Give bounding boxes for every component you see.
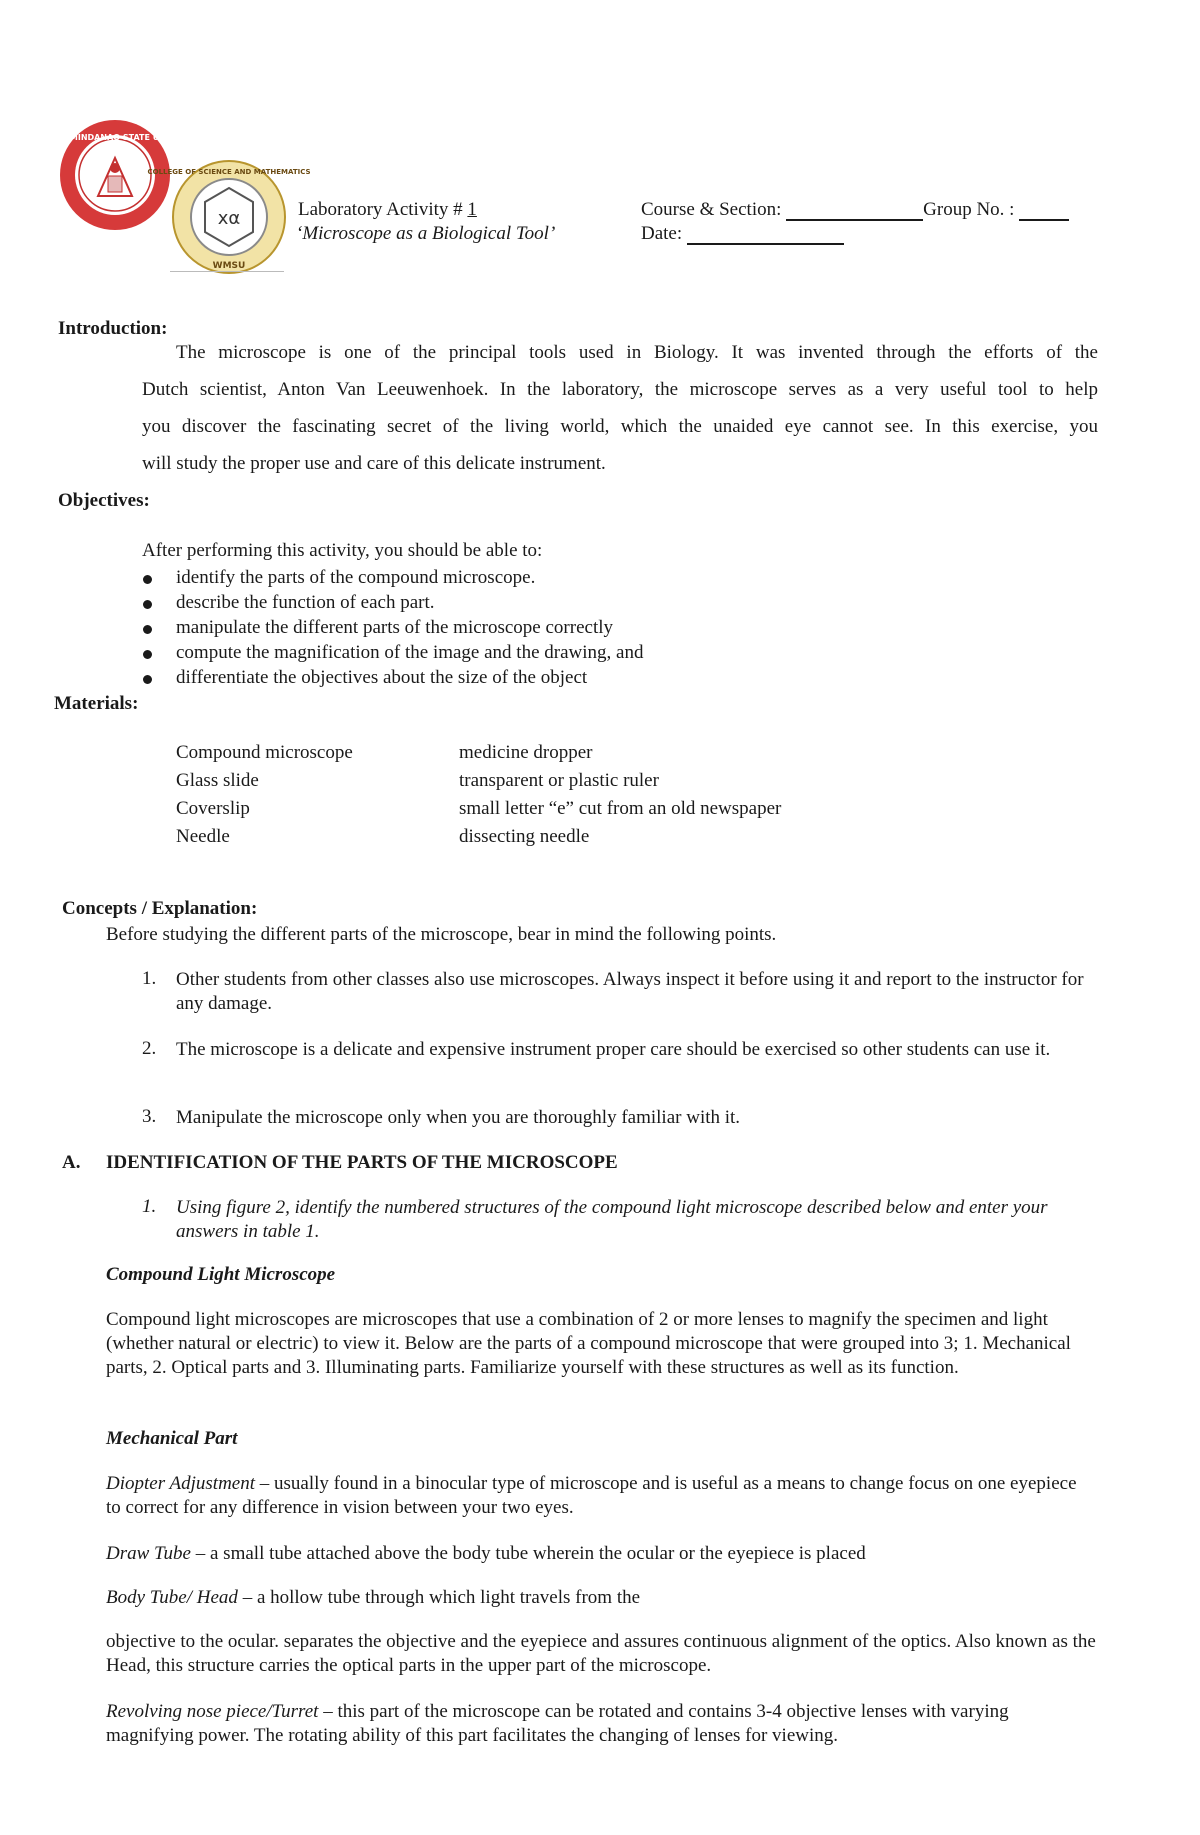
part-revolving-nosepiece — [106, 1700, 1096, 1748]
bullet-icon — [143, 675, 152, 684]
date-line — [641, 223, 844, 245]
part-term: Body Tube/ Head — [106, 1587, 238, 1608]
part-desc: – usually found in a binocular type of microscope and is useful as a means to change focus on one eyepiece to correct for any difference in vision between your two eyes. — [106, 1473, 1077, 1518]
college-seal — [147, 158, 311, 276]
concepts-lead: Before studying the different parts of the microscope, bear in mind the following points. — [106, 924, 777, 945]
bullet-icon — [143, 650, 152, 659]
instruction-num: 1. — [142, 1196, 157, 1217]
activity-label: Laboratory Activity # — [298, 199, 468, 220]
activity-number: 1 — [467, 199, 477, 220]
part-diopter — [106, 1472, 1096, 1520]
course-label: Course & Section: — [641, 199, 787, 220]
objectives-heading: Objectives: — [58, 490, 150, 511]
material-left: Needle — [176, 826, 230, 847]
activity-title: ‘Microscope as a Biological Tool’ — [296, 223, 556, 244]
compound-subheading: Compound Light Microscope — [106, 1264, 336, 1285]
material-right: medicine dropper — [459, 742, 593, 763]
course-field[interactable] — [786, 201, 923, 221]
bullet-icon — [143, 575, 152, 584]
date-field[interactable] — [687, 225, 844, 245]
material-left: Coverslip — [176, 798, 250, 819]
concept-num: 3. — [142, 1106, 157, 1127]
group-label: Group No. : — [923, 199, 1020, 220]
university-seal-label: WESTERN MINDANAO STATE UNIVERSITY — [23, 133, 207, 142]
concept-text: Other students from other classes also use microscopes. Always inspect it before using it and report to the instructor for any damage. — [176, 969, 1084, 1014]
intro-line-1: The microscope is one of the principal tools used in Biology. It was invented through the efforts of the — [176, 342, 1098, 363]
intro-line-3: you discover the fascinating secret of the living world, which the unaided eye cannot see. In this exercise, you — [142, 416, 1098, 437]
instruction-text: Using figure 2, identify the numbered structures of the compound light microscope described below and enter your answers in table 1. — [176, 1197, 1048, 1242]
part-desc: – a small tube attached above the body tube wherein the ocular or the eyepiece is placed — [191, 1543, 866, 1564]
concept-text: The microscope is a delicate and expensive instrument proper care should be exercised so other students can use it. — [176, 1039, 1051, 1060]
concept-num: 1. — [142, 968, 157, 989]
group-field[interactable] — [1019, 201, 1069, 221]
mechanical-heading: Mechanical Part — [106, 1428, 238, 1449]
concept-text: Manipulate the microscope only when you are thoroughly familiar with it. — [176, 1107, 741, 1128]
bullet-icon — [143, 625, 152, 634]
body-tube-continued: objective to the ocular. separates the objective and the eyepiece and assures continuous alignment of the optics. Also known as the Head, this structure carries the optical parts in the upper part of the microscope. — [106, 1631, 1096, 1676]
section-a-letter: A. — [62, 1152, 81, 1173]
section-a-heading: IDENTIFICATION OF THE PARTS OF THE MICROSCOPE — [106, 1152, 618, 1173]
part-term: Draw Tube — [106, 1543, 191, 1564]
compound-description: Compound light microscopes are microscopes that use a combination of 2 or more lenses to magnify the specimen and light (whether natural or electric) to view it. Below are the parts of a compound microscope that were grouped into 3; 1. Mechanical parts, 2. Optical parts and 3. Illuminating parts. Familiarize yourself with these structures as well as its function. — [106, 1309, 1071, 1378]
date-label: Date: — [641, 223, 687, 244]
objectives-lead: After performing this activity, you should be able to: — [142, 540, 543, 561]
objective-item: describe the function of each part. — [176, 592, 435, 613]
part-draw-tube — [106, 1542, 1096, 1566]
material-left: Glass slide — [176, 770, 259, 791]
objective-item: manipulate the different parts of the microscope correctly — [176, 617, 613, 638]
svg-text:xα: xα — [217, 208, 241, 229]
part-term: Revolving nose piece/Turret — [106, 1701, 319, 1722]
part-body-tube — [106, 1586, 1096, 1610]
activity-label-line — [298, 199, 477, 221]
objective-item: differentiate the objectives about the size of the object — [176, 667, 588, 688]
logo-underline — [170, 271, 284, 272]
part-desc: – a hollow tube through which light travels from the — [237, 1587, 641, 1608]
college-seal-bottom: WMSU — [212, 261, 246, 271]
course-line — [641, 199, 1069, 221]
material-right: small letter “e” cut from an old newspaper — [459, 798, 782, 819]
bullet-icon — [143, 600, 152, 609]
objective-item: identify the parts of the compound microscope. — [176, 567, 536, 588]
concept-num: 2. — [142, 1038, 157, 1059]
material-left: Compound microscope — [176, 742, 353, 763]
intro-line-4: will study the proper use and care of this delicate instrument. — [142, 453, 606, 474]
part-desc: – this part of the microscope can be rotated and contains 3-4 objective lenses with varying magnifying power. The rotating ability of this part facilitates the changing of lenses for viewing. — [106, 1701, 1009, 1746]
college-seal-label: COLLEGE OF SCIENCE AND MATHEMATICS — [147, 168, 311, 176]
material-right: dissecting needle — [459, 826, 590, 847]
objective-item: compute the magnification of the image and the drawing, and — [176, 642, 644, 663]
intro-line-2: Dutch scientist, Anton Van Leeuwenhoek. In the laboratory, the microscope serves as a very useful tool to help — [142, 379, 1098, 400]
part-term: Diopter Adjustment — [106, 1473, 256, 1494]
materials-heading: Materials: — [54, 693, 139, 714]
concepts-heading: Concepts / Explanation: — [62, 898, 258, 919]
material-right: transparent or plastic ruler — [459, 770, 659, 791]
introduction-heading: Introduction: — [58, 318, 168, 339]
